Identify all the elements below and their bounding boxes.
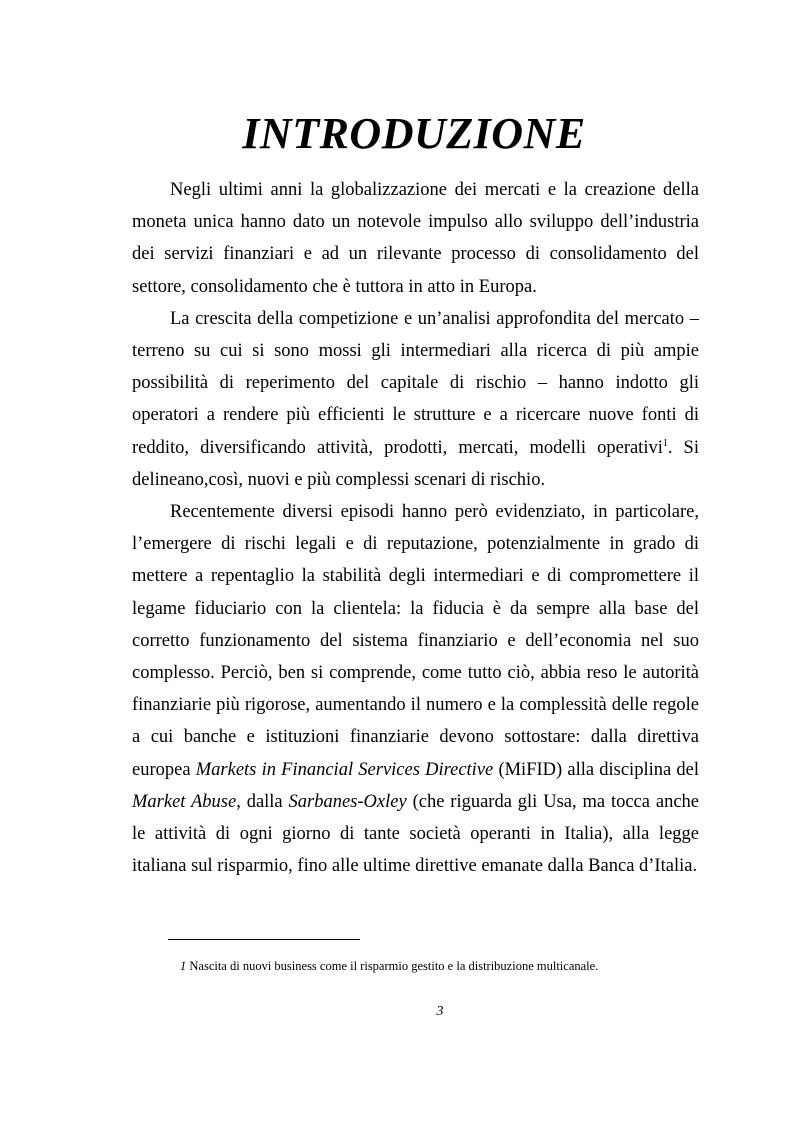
italic-mifid: Markets in Financial Services Directive [195,759,494,780]
italic-sarbanes-oxley: Sarbanes-Oxley [288,791,407,812]
paragraph-3-text: , dalla [236,791,289,812]
body-text [132,174,699,882]
page-number: 3 [436,1004,444,1019]
paragraph-2-text-end: . Si delineano,così, nuovi e più complessi scenari di rischio. [132,437,699,490]
paragraph-2 [132,303,699,496]
footnote-number: 1 [180,959,187,973]
footnote-divider [168,939,360,940]
paragraph-3-text: Recentemente diversi episodi hanno però evidenziato, in particolare, l’emergere di rischi legali e di reputazione, potenzialmente in grado di mettere a repentaglio la stabilità degli intermediari e di compromettere il legame fiduciario con la clientela: la fiducia è da sempre alla base del corretto funzionamento del sistema finanziario e dell’economia nel suo complesso. Perciò, ben si comprende, come tutto ciò, abbia reso le autorità finanziarie più rigorose, aumentando il numero e la complessità delle regole a cui banche e istituzioni finanziarie devono sottostare: dalla direttiva europea [132,502,699,780]
paragraph-3-text: (MiFID) alla disciplina del [493,759,699,780]
page-title: INTRODUZIONE [242,109,586,158]
footnote-text: Nascita di nuovi business come il risparmio gestito e la distribuzione multicanale. [186,959,599,973]
paragraph-1-text: Negli ultimi anni la globalizzazione dei mercati e la creazione della moneta unica hanno dato un notevole impulso allo sviluppo dell’industria dei servizi finanziari e ad un rilevante processo di consolidamento del settore, consolidamento che è tuttora in atto in Europa. [132,180,699,297]
footnote [180,959,598,974]
footnote-reference[interactable]: 1 [662,437,668,449]
paragraph-3 [132,496,699,882]
paragraph-1 [132,174,699,303]
paragraph-3-text: (che riguarda gli Usa, ma tocca anche le attività di ogni giorno di tante società operanti in Italia), alla legge italiana sul risparmio, fino alle ultime direttive emanate dalla Banca d’Italia. [132,791,699,877]
paragraph-2-text: La crescita della competizione e un’analisi approfondita del mercato – terreno su cui si sono mossi gli intermediari alla ricerca di più ampie possibilità di reperimento del capitale di rischio – hanno indotto gli operatori a rendere più efficienti le strutture e a ricercare nuove fonti di reddito, diversificando attività, prodotti, mercati, modelli operativi [132,308,699,458]
italic-market-abuse: Market Abuse [132,791,237,812]
